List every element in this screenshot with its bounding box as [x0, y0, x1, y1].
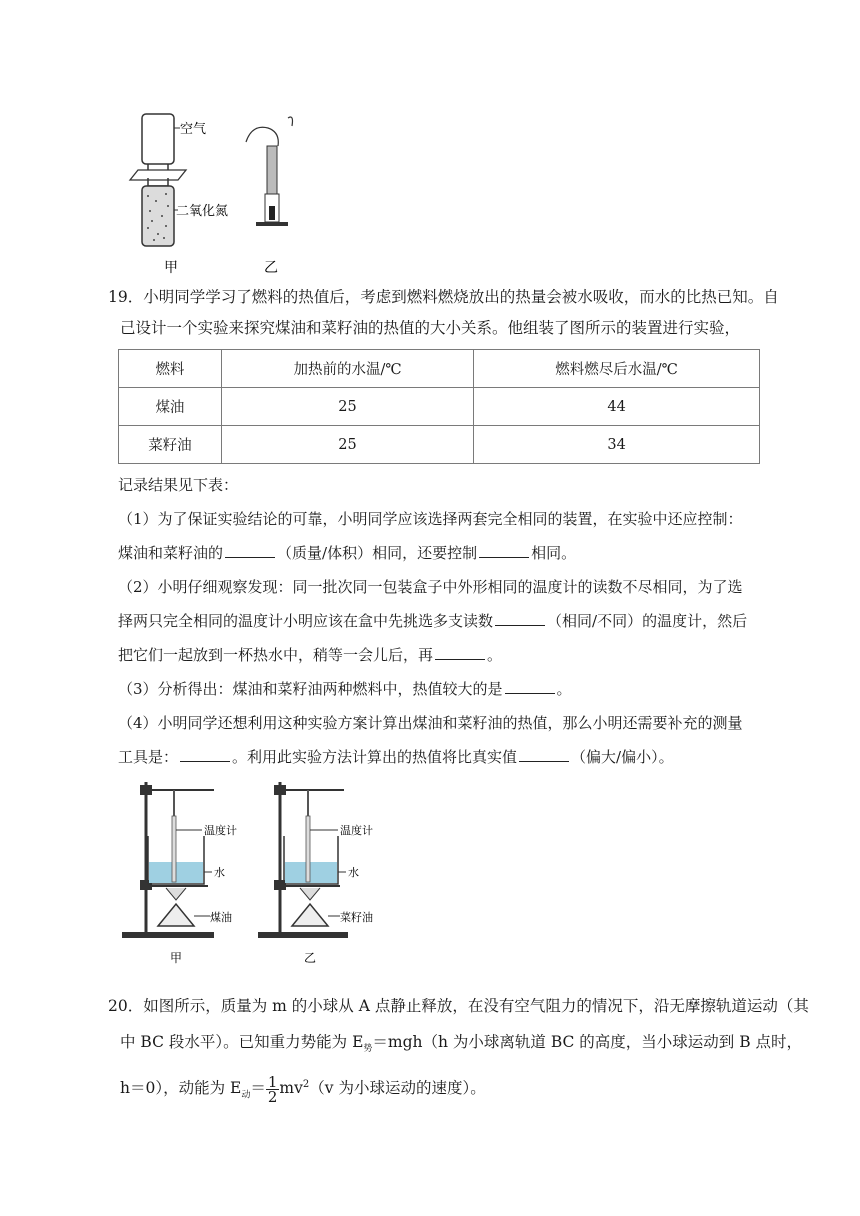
q19-p3	[118, 672, 768, 706]
fraction-half	[266, 1072, 280, 1106]
text-segment: h＝0），动能为 E	[120, 1079, 242, 1098]
water-label: 水	[214, 866, 225, 879]
table-row	[119, 426, 760, 464]
fig1-caption-a: 甲	[164, 260, 178, 276]
q19-line-2: 己设计一个实验来探究煤油和菜籽油的热值的大小关系。他组装了图所示的装置进行实验，	[120, 319, 741, 337]
text-segment: （偏大/偏小）。	[571, 748, 674, 766]
q20-line-2	[108, 1024, 803, 1067]
text-segment: 。利用此实验方法计算出的热值将比真实值	[232, 748, 518, 766]
thermometer-label: 温度计	[340, 824, 373, 837]
no2-label: 二氧化氮	[176, 204, 229, 219]
q19-subquestions	[118, 468, 768, 774]
fig2-caption-b: 乙	[304, 951, 317, 965]
text-segment: 煤油和菜籽油的	[118, 544, 224, 562]
q19-after-table: 记录结果见下表：	[118, 476, 239, 494]
fig1-caption-b: 乙	[264, 260, 278, 276]
text-segment: 。	[487, 646, 503, 664]
table-header-cell: 燃料燃尽后水温/℃	[474, 350, 760, 388]
table-cell: 25	[221, 388, 473, 426]
q19-p2-c	[118, 638, 768, 672]
text-segment: 把它们一起放到一杯热水中，稍等一会儿后，再	[118, 646, 434, 664]
fig2-caption-a: 甲	[170, 951, 183, 965]
diffusion-figure	[128, 106, 308, 278]
answer-blank[interactable]	[519, 746, 569, 762]
heating-apparatus-figure	[118, 776, 386, 966]
question-19	[108, 282, 779, 344]
air-label: 空气	[180, 122, 207, 137]
water-label: 水	[348, 866, 359, 879]
fuel-temperature-table	[118, 349, 760, 464]
table-cell: 菜籽油	[119, 426, 222, 464]
table-header-cell: 加热前的水温/℃	[221, 350, 473, 388]
q19-p2-b	[118, 604, 768, 638]
text-segment: 。	[556, 680, 572, 698]
text-segment: （质量/体积）相同，还要控制	[277, 544, 478, 562]
q19-line-1: 19．小明同学学习了燃料的热值后，考虑到燃料燃烧放出的热量会被水吸收，而水的比热已知。自	[108, 288, 779, 306]
text-segment: 中 BC 段水平）。已知重力势能为 E	[120, 1033, 364, 1051]
text-segment: 择两只完全相同的温度计小明应该在盒中先挑选多支读数	[118, 612, 494, 630]
text-segment: （3）分析得出：煤油和菜籽油两种燃料中，热值较大的是	[118, 680, 503, 698]
q19-p4-a: （4）小明同学还想利用这种实验方案计算出煤油和菜籽油的热值，那么小明还需要补充的测量	[118, 714, 743, 732]
question-20	[108, 988, 809, 1113]
q20-line-1: 20．如图所示，质量为 m 的小球从 A 点静止释放，在没有空气阻力的情况下，沿无摩擦轨道运动（其	[108, 997, 809, 1015]
answer-blank[interactable]	[180, 746, 230, 762]
fraction-denominator: 2	[267, 1087, 278, 1106]
answer-blank[interactable]	[479, 542, 529, 558]
fraction-numerator: 1	[267, 1072, 278, 1091]
q20-line-3	[108, 1067, 768, 1113]
table-header-row	[119, 350, 760, 388]
table-cell: 34	[474, 426, 760, 464]
kerosene-label: 煤油	[210, 911, 232, 924]
text-segment: ＝	[250, 1079, 266, 1098]
table-cell: 44	[474, 388, 760, 426]
q19-p2-a: （2）小明仔细观察发现：同一批次同一包装盒子中外形相同的温度计的读数不尽相同，为了选	[118, 578, 743, 596]
superscript: 2	[302, 1079, 310, 1091]
text-segment: （相同/不同）的温度计，然后	[547, 612, 748, 630]
thermometer-label: 温度计	[204, 824, 237, 837]
subscript: 动	[241, 1090, 251, 1101]
answer-blank[interactable]	[225, 542, 275, 558]
q19-p1-b	[118, 536, 768, 570]
text-segment: 相同。	[531, 544, 577, 562]
table-cell: 煤油	[119, 388, 222, 426]
setup-rapeseed-oil	[258, 782, 373, 965]
setup-kerosene	[122, 782, 237, 965]
table-cell: 25	[221, 426, 473, 464]
text-segment: 工具是：	[118, 748, 179, 766]
text-segment: ＝mgh（h 为小球离轨道 BC 的高度，当小球运动到 B 点时，	[372, 1033, 803, 1051]
subscript: 势	[363, 1044, 373, 1055]
answer-blank[interactable]	[495, 610, 545, 626]
rapeseed-oil-label: 菜籽油	[340, 911, 373, 924]
text-segment: mv	[279, 1079, 303, 1098]
table-row	[119, 388, 760, 426]
text-segment: （v 为小球运动的速度）。	[309, 1079, 486, 1098]
q19-p1-a: （1）为了保证实验结论的可靠，小明同学应该选择两套完全相同的装置，在实验中还应控制：	[118, 510, 743, 528]
table-header-cell: 燃料	[119, 350, 222, 388]
answer-blank[interactable]	[435, 644, 485, 660]
answer-blank[interactable]	[505, 678, 555, 694]
q19-p4-b	[118, 740, 768, 774]
